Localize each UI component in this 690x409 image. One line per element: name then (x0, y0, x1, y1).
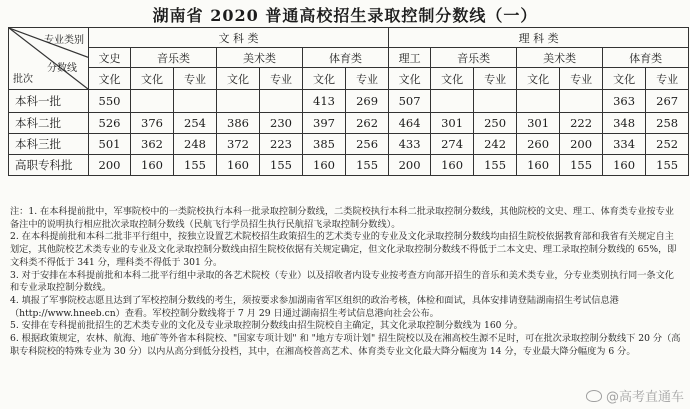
score-cell: 363 (603, 90, 646, 113)
score-cell: 334 (603, 134, 646, 155)
culture-header: 文化 (303, 68, 346, 90)
score-cell: 526 (89, 113, 131, 134)
score-cell: 200 (389, 155, 431, 176)
score-cell: 200 (560, 134, 603, 155)
score-cell (260, 90, 303, 113)
score-cell: 258 (646, 113, 689, 134)
culture-header: 文化 (603, 68, 646, 90)
score-cell: 385 (303, 134, 346, 155)
score-cell: 301 (517, 113, 560, 134)
arts-header: 文 科 类 (89, 28, 389, 48)
score-cell: 362 (131, 134, 174, 155)
corner-batch-label: 批次 (13, 74, 33, 85)
score-cell: 200 (89, 155, 131, 176)
watermark-text: @高考直通车 (605, 390, 684, 405)
score-cell: 386 (217, 113, 260, 134)
notes-section (10, 206, 682, 358)
batch-label: 高职专科批 (9, 155, 89, 176)
culture-header: 文化 (517, 68, 560, 90)
score-cell: 260 (517, 134, 560, 155)
note-paragraph: 3. 对于安排在本科提前批和本科二批平行组中录取的各艺术院校（专业）以及招收者内设专业按考查方向部开招生的音乐和美术类专业，分专业类别执行同一条文化和专业录取控制分数线。 (10, 269, 674, 294)
page-title: 湖南省 2020 普通高校招生录取控制分数线（一） (152, 6, 538, 25)
arts-sub-header: 体育类 (303, 48, 389, 68)
score-cell: 254 (174, 113, 217, 134)
score-cell: 248 (174, 134, 217, 155)
score-cell: 223 (260, 134, 303, 155)
score-cell: 160 (131, 155, 174, 176)
score-cell: 155 (646, 155, 689, 176)
score-cell (217, 90, 260, 113)
table-row (9, 134, 689, 155)
score-cell: 433 (389, 134, 431, 155)
weibo-icon (586, 390, 602, 402)
science-sub-header: 音乐类 (431, 48, 517, 68)
batch-label: 本科三批 (9, 134, 89, 155)
culture-header: 文化 (217, 68, 260, 90)
table-row (9, 113, 689, 134)
table-row (9, 155, 689, 176)
score-cell: 160 (217, 155, 260, 176)
note-paragraph: 2. 在本科提前批和本科二批非平行组中，按独立设置艺术院校招生政策招生的艺术类专业的专业及文化录取控制分数线均由招生院校依据教育部和我省有关规定自主划定，其他院校艺术类专业的专业及文化录取控制分数线由招生院校依据有关规定确定，但文化录取控制分数线不得低于二本文史、理工录取控制分数线的 65%，即文科类不得低于 341 分，理科类不得低于 301 分。 (10, 231, 677, 268)
corner-header-cell (9, 28, 89, 90)
score-cell: 376 (131, 113, 174, 134)
score-cell: 413 (303, 90, 346, 113)
score-cell: 464 (389, 113, 431, 134)
score-cell: 155 (346, 155, 389, 176)
score-cell: 250 (474, 113, 517, 134)
score-cell: 252 (646, 134, 689, 155)
score-cell: 222 (560, 113, 603, 134)
score-cell: 301 (431, 113, 474, 134)
culture-header: 文化 (389, 68, 431, 90)
score-cell: 256 (346, 134, 389, 155)
score-cell: 507 (389, 90, 431, 113)
table-row (9, 90, 689, 113)
culture-header: 文化 (89, 68, 131, 90)
score-cell: 372 (217, 134, 260, 155)
score-cell: 242 (474, 134, 517, 155)
score-cell: 160 (431, 155, 474, 176)
science-sub-header: 理工 (389, 48, 431, 68)
score-cell: 155 (560, 155, 603, 176)
score-cell (131, 90, 174, 113)
score-cell: 160 (517, 155, 560, 176)
score-cell (431, 90, 474, 113)
major-header: 专业 (346, 68, 389, 90)
score-cell (174, 90, 217, 113)
score-cell: 501 (89, 134, 131, 155)
score-cell: 155 (174, 155, 217, 176)
corner-category-label: 专业类别 (44, 35, 84, 46)
note-paragraph: 6. 根据政策规定，农林、航海、地矿等外省本科院校、"国家专项计划" 和 "地方专项计划" 招生院校以及在湘高校生源不足时，可在批次录取控制分数线下 20 分（高职专科院校的特殊专业为 30 分）以内从高分到低分投档，其中，在湘高校普高艺术、体育类专业文化最大降分幅度为 14 分，专业最大降分幅度为 6 分。 (10, 333, 681, 357)
score-cell: 262 (346, 113, 389, 134)
major-header: 专业 (474, 68, 517, 90)
score-cell: 397 (303, 113, 346, 134)
score-cell: 160 (303, 155, 346, 176)
arts-sub-header: 美术类 (217, 48, 303, 68)
score-cell: 269 (346, 90, 389, 113)
watermark (586, 386, 684, 405)
batch-label: 本科二批 (9, 113, 89, 134)
note-paragraph: 4. 填报了军事院校志愿且达到了军校控制分数线的考生，须按要求参加湖南省军区组织的政治考核，体检和面试，具体安排请登陆湖南招生考试信息港（http://www.hneeb.cn）查看。军校控制分数线将于 7 月 29 日通过湖南招生考试信息港向社会公布。 (10, 294, 619, 319)
score-cell: 160 (603, 155, 646, 176)
score-cell: 230 (260, 113, 303, 134)
score-cell: 155 (474, 155, 517, 176)
score-cell (560, 90, 603, 113)
culture-header: 文化 (131, 68, 174, 90)
score-cell (474, 90, 517, 113)
major-header: 专业 (646, 68, 689, 90)
arts-sub-header: 音乐类 (131, 48, 217, 68)
science-sub-header: 体育类 (603, 48, 689, 68)
score-cell (517, 90, 560, 113)
major-header: 专业 (174, 68, 217, 90)
note-paragraph: 5. 安排在专科提前批招生的艺术类专业的文化及专业录取控制分数线由招生院校自主确定，其文化录取控制分数线为 160 分。 (10, 320, 523, 332)
score-cell: 348 (603, 113, 646, 134)
arts-sub-header: 文史 (89, 48, 131, 68)
batch-label: 本科一批 (9, 90, 89, 113)
major-header: 专业 (560, 68, 603, 90)
culture-header: 文化 (431, 68, 474, 90)
science-sub-header: 美术类 (517, 48, 603, 68)
score-cell: 155 (260, 155, 303, 176)
major-header: 专业 (260, 68, 303, 90)
note-paragraph: 注：1. 在本科提前批中，军事院校中的一类院校执行本科一批录取控制分数线，二类院校执行本科二批录取控制分数线，其他院校的文史、理工、体育类专业按专业备注中的说明执行相应批次录取控制分数线（民航飞行学员招生执行民航招飞录取控制分数线）。 (10, 206, 674, 230)
score-cell: 267 (646, 90, 689, 113)
score-table (8, 27, 689, 176)
science-header: 理 科 类 (389, 28, 689, 48)
score-cell: 550 (89, 90, 131, 113)
score-cell: 274 (431, 134, 474, 155)
corner-score-label: 分数线 (47, 63, 77, 74)
